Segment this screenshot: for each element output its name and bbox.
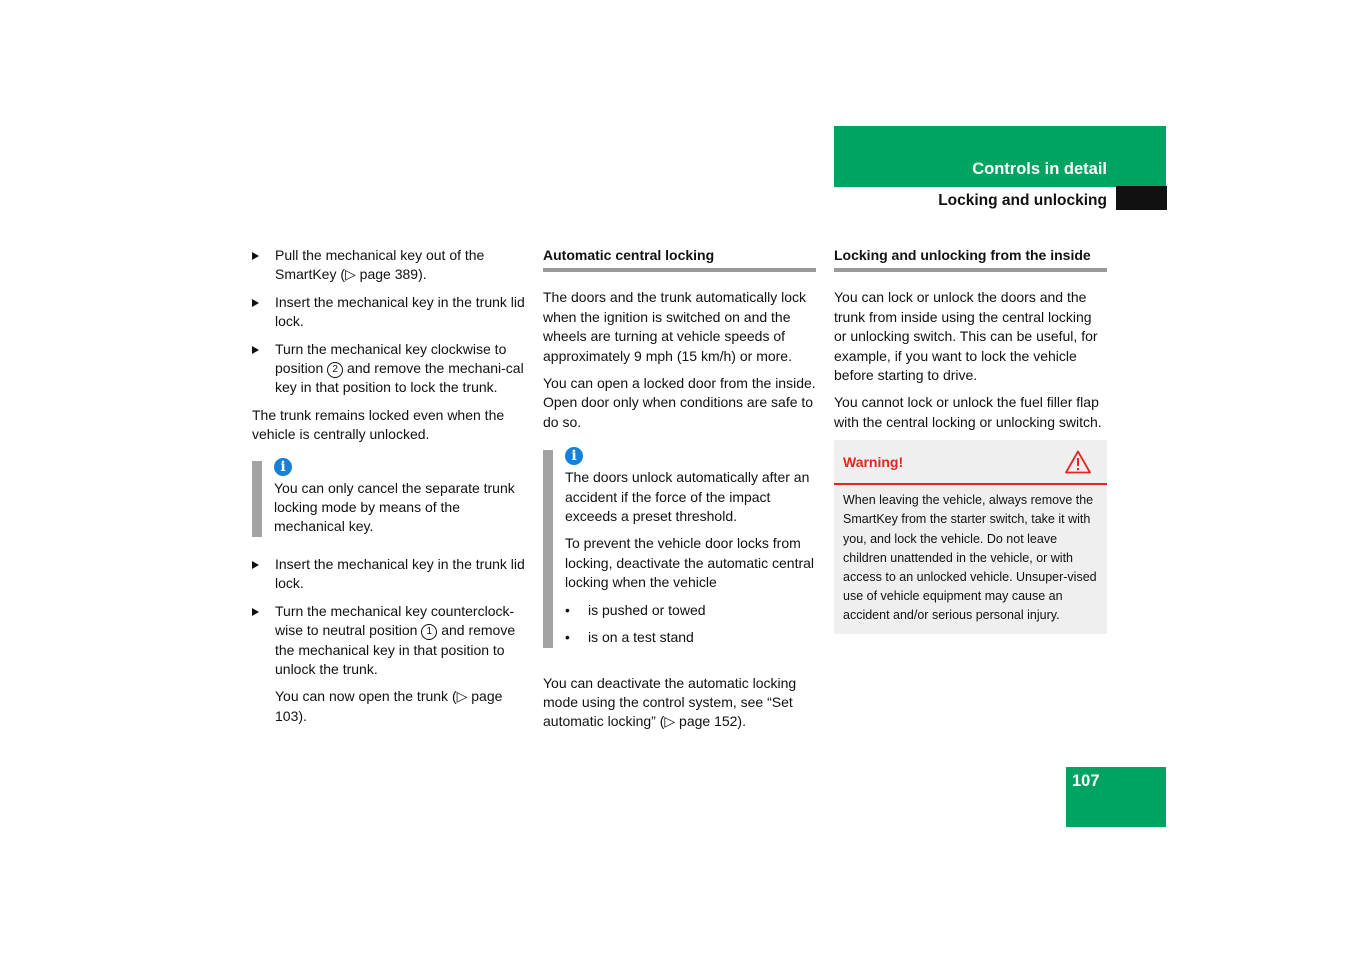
paragraph: You can open a locked door from the inside. Open door only when conditions are safe to do so. <box>543 375 816 430</box>
instruction-step: Pull the mechanical key out of the SmartKey (▷ page 389). <box>252 246 528 285</box>
column-left <box>252 246 528 734</box>
triangle-bullet-icon <box>252 608 259 616</box>
warning-text: When leaving the vehicle, always remove the SmartKey from the starter switch, take it with you, and lock the vehicle. Do not leave children unattended in the vehicle, or with access to an unlocked vehicle. Unsuper-vised use of vehicle equipment may cause an accident and/or serious personal injury. <box>843 493 1097 623</box>
list-item: • is on a test stand <box>565 628 816 647</box>
warning-title: Warning! <box>843 454 904 471</box>
section-marker <box>1116 186 1167 210</box>
triangle-bullet-icon <box>252 346 259 354</box>
section-heading: Automatic central locking <box>543 246 816 272</box>
paragraph: You can lock or unlock the doors and the trunk from inside using the central locking or unlocking switch. This can be useful, for example, if you want to lock the vehicle before starting to drive. <box>834 289 1098 384</box>
paragraph: You cannot lock or unlock the fuel filler flap with the central locking or unlocking switch. <box>834 394 1102 430</box>
chapter-title: Controls in detail <box>972 160 1107 178</box>
info-box <box>252 457 528 537</box>
paragraph: The doors and the trunk automatically lock when the ignition is switched on and the wheels are turning at vehicle speeds of approximately 9 mph (15 km/h) or more. <box>543 289 807 364</box>
info-text: You can only cancel the separate trunk locking mode by means of the mechanical key. <box>274 479 515 535</box>
column-right <box>834 246 1107 634</box>
result-note: You can now open the trunk (▷ page 103). <box>275 688 503 724</box>
bullet-dot-icon: • <box>565 601 570 618</box>
warning-triangle-icon <box>1065 450 1091 474</box>
column-middle <box>543 246 816 740</box>
page-number: 107 <box>1072 772 1100 790</box>
list-item: • is pushed or towed <box>565 601 816 620</box>
info-bar <box>252 461 262 537</box>
instruction-step: Insert the mechanical key in the trunk lid lock. <box>252 293 528 332</box>
warning-box <box>834 440 1107 633</box>
section-title: Locking and unlocking <box>938 192 1107 209</box>
info-box <box>543 446 816 647</box>
paragraph: You can deactivate the automatic locking mode using the control system, see “Set automatic locking” (▷ page 152). <box>543 674 797 730</box>
triangle-bullet-icon <box>252 299 259 307</box>
instruction-step: Turn the mechanical key counterclock-wise to neutral position 1 and remove the mechanical key in that position to unlock the trunk. <box>252 602 528 680</box>
instruction-step: Turn the mechanical key clockwise to position 2 and remove the mechani-cal key in that position to lock the trunk. <box>252 340 528 398</box>
position-number-badge: 1 <box>421 624 437 640</box>
instruction-step: Insert the mechanical key in the trunk lid lock. <box>252 555 528 594</box>
triangle-bullet-icon <box>252 252 259 260</box>
triangle-bullet-icon <box>252 561 259 569</box>
warning-header <box>834 440 1107 485</box>
paragraph: The trunk remains locked even when the vehicle is centrally unlocked. <box>252 406 505 443</box>
info-icon: i <box>274 458 292 476</box>
position-number-badge: 2 <box>327 362 343 378</box>
info-bar <box>543 450 553 647</box>
section-heading: Locking and unlocking from the inside <box>834 246 1107 272</box>
info-text: The doors unlock automatically after an accident if the force of the impact exceeds a preset threshold. <box>565 469 810 525</box>
bullet-dot-icon: • <box>565 629 570 646</box>
info-icon: i <box>565 447 583 465</box>
info-text: To prevent the vehicle door locks from locking, deactivate the automatic central locking when the vehicle <box>565 535 815 591</box>
